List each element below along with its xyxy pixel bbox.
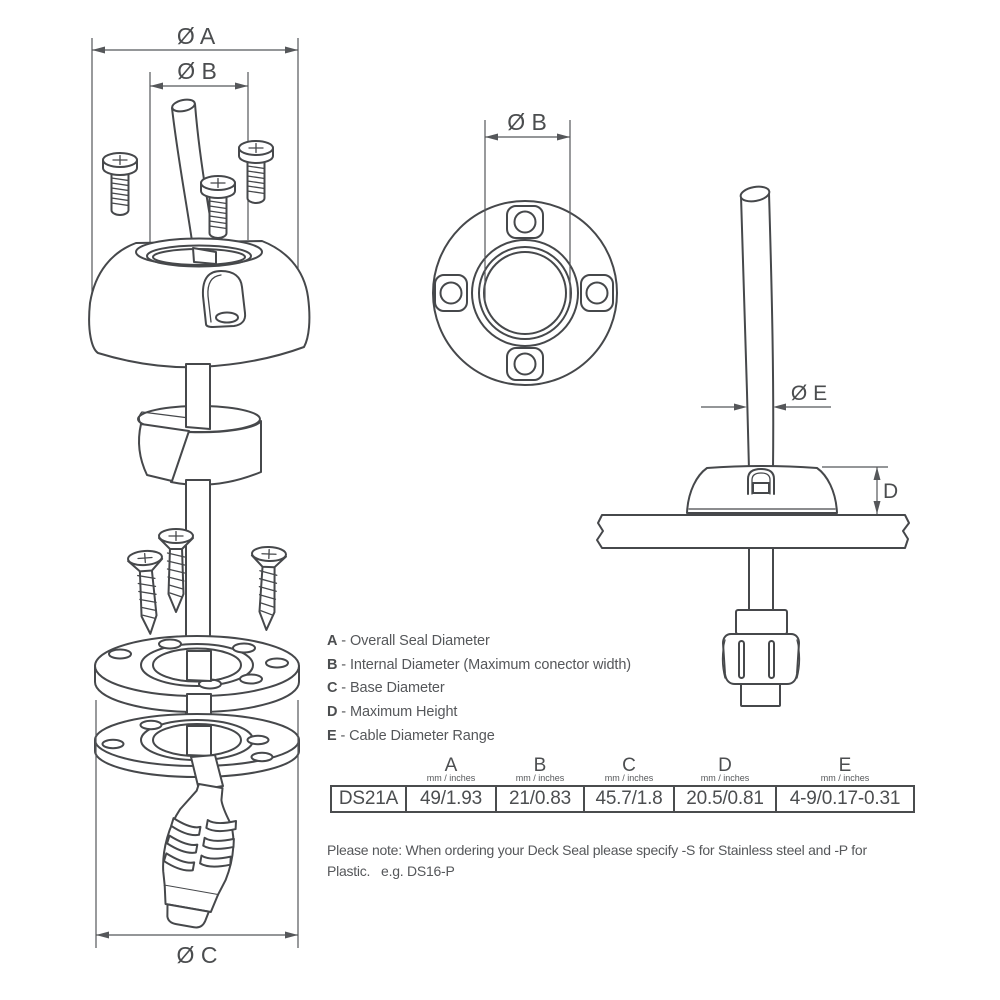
- spec-value-c: 45.7/1.8: [584, 786, 674, 812]
- dim-label-d: D: [883, 480, 899, 503]
- cable-connector-boot-drawing: [152, 755, 244, 932]
- legend-desc: Base Diameter: [349, 680, 445, 697]
- spec-value-d: 20.5/0.81: [674, 786, 776, 812]
- spec-header-col-d: D mm / inches: [700, 755, 750, 783]
- legend-item: A - Overall Seal Diameter: [327, 633, 490, 649]
- order-note-line1: Please note: When ordering your Deck Seal please specify -S for Stainless steel and -P for: [327, 842, 867, 858]
- spec-value-b: 21/0.83: [496, 786, 584, 812]
- legend-key: D: [327, 704, 338, 721]
- spec-header-col-e: E mm / inches: [820, 755, 870, 783]
- order-note: [327, 840, 867, 882]
- dim-label-c: Ø C: [176, 942, 218, 968]
- deck-plank-drawing: [597, 515, 909, 548]
- legend-desc: Internal Diameter (Maximum conector width): [349, 656, 632, 673]
- dome-cap-drawing: [89, 239, 309, 368]
- spec-table-wrapper: [330, 757, 915, 813]
- exploded-view-drawing: [89, 23, 309, 968]
- spec-value-e: 4-9/0.17-0.31: [776, 786, 914, 812]
- legend-desc: Overall Seal Diameter: [349, 633, 490, 649]
- dome-installed-drawing: [687, 466, 837, 513]
- dim-label-b: Ø B: [177, 58, 217, 84]
- legend-key: A: [327, 633, 338, 649]
- spec-table: [330, 757, 915, 813]
- legend-desc: Maximum Height: [349, 704, 458, 721]
- connector-installed-drawing: [723, 610, 800, 706]
- legend-desc: Cable Diameter Range: [349, 727, 495, 744]
- legend-item: B - Internal Diameter (Maximum conector width): [327, 656, 632, 673]
- spec-header-col-c: C mm / inches: [604, 755, 654, 783]
- legend-item: D - Maximum Height: [327, 704, 458, 721]
- dim-label-e: Ø E: [790, 382, 828, 405]
- tapping-screw-icon: [128, 550, 168, 635]
- legend-item: C - Base Diameter: [327, 680, 445, 697]
- split-grommet-drawing: [138, 364, 261, 485]
- spec-model-cell: DS21A: [331, 786, 406, 812]
- legend-key: C: [327, 680, 338, 697]
- legend-item: E - Cable Diameter Range: [327, 727, 495, 744]
- dim-label-a: Ø A: [176, 23, 216, 49]
- machine-screw-icon: [239, 141, 273, 203]
- cable-installed-drawing: [741, 193, 773, 612]
- tapping-screw-icon: [249, 546, 286, 630]
- installed-view-drawing: [597, 185, 909, 706]
- legend-key: B: [327, 656, 338, 673]
- spec-header-blank: [331, 757, 406, 786]
- flange-top-view-drawing: [433, 109, 617, 385]
- dim-label-b-top: Ø B: [507, 109, 547, 135]
- machine-screw-icon: [103, 153, 137, 215]
- spec-table-header-row: [331, 757, 914, 786]
- legend-key: E: [327, 727, 337, 744]
- spec-header-col-a: A mm / inches: [426, 755, 476, 783]
- spec-value-a: 49/1.93: [406, 786, 496, 812]
- spec-header-col-b: B mm / inches: [515, 755, 565, 783]
- spec-table-data-row: [331, 786, 914, 812]
- dimension-legend: [327, 630, 631, 748]
- order-note-line2: Plastic. e.g. DS16-P: [327, 863, 455, 879]
